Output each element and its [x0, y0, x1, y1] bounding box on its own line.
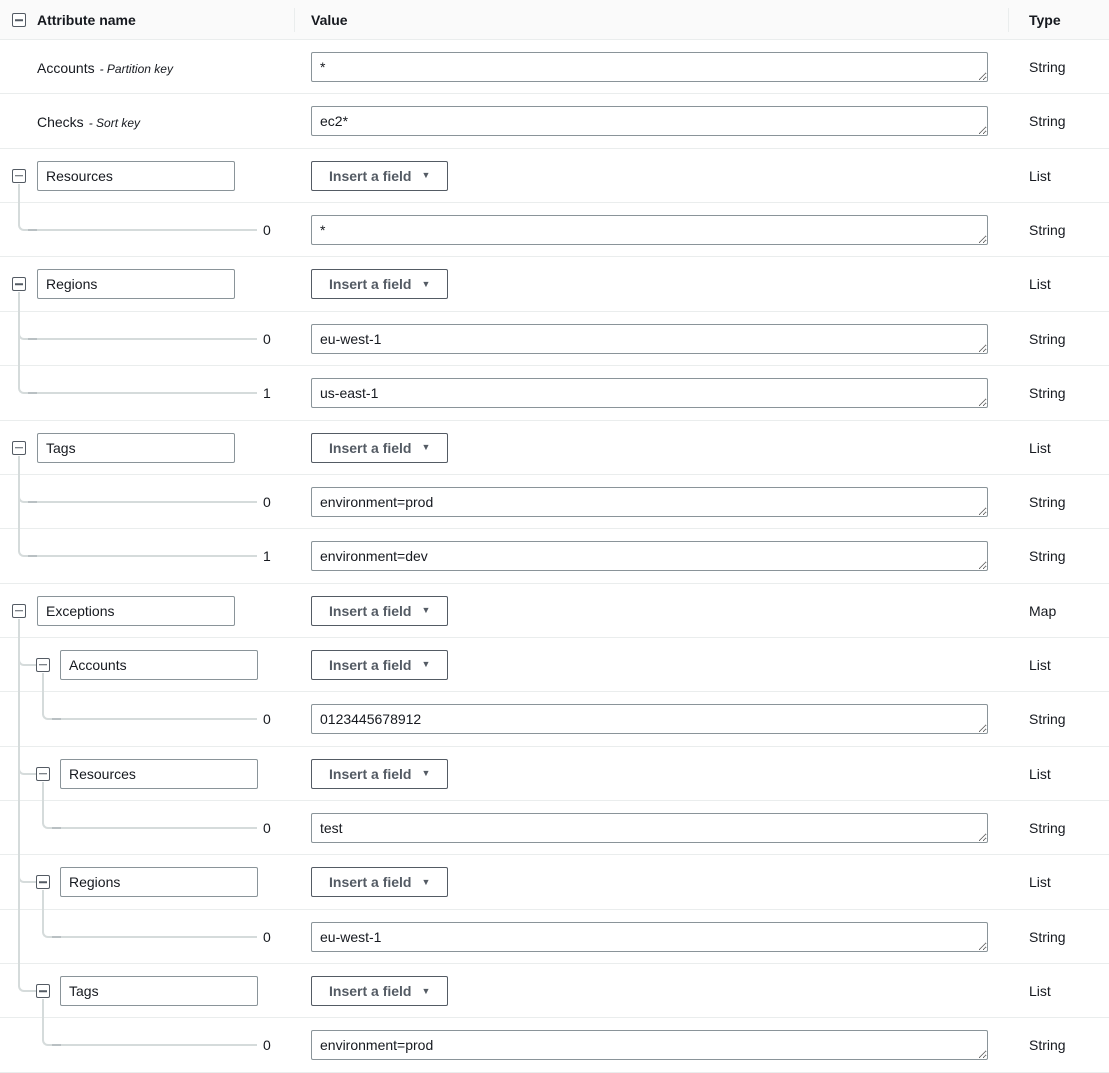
tree-line	[18, 964, 36, 992]
tree-line	[42, 890, 44, 909]
type-label: String	[1029, 330, 1066, 347]
type-label: String	[1029, 222, 1066, 239]
type-header: Type	[1029, 12, 1061, 28]
insert-field-label: Insert a field	[329, 765, 412, 782]
attribute-parent-row	[0, 638, 1109, 692]
attribute-name-label	[37, 58, 173, 79]
attribute-index-row	[0, 475, 1109, 529]
attribute-index-row	[0, 529, 1109, 583]
caret-down-icon: ▼	[421, 278, 431, 289]
value-textarea[interactable]	[311, 52, 988, 82]
attribute-index-row	[0, 801, 1109, 855]
collapse-all-icon[interactable]	[12, 13, 26, 27]
tree-line	[42, 801, 257, 829]
attribute-index-row	[0, 1018, 1109, 1072]
insert-field-button[interactable]	[311, 650, 448, 680]
attribute-name-input[interactable]	[37, 269, 235, 299]
tree-line	[18, 638, 20, 692]
type-label: String	[1029, 113, 1066, 130]
attribute-name-input[interactable]	[60, 976, 258, 1006]
insert-field-label: Insert a field	[329, 439, 412, 456]
caret-down-icon: ▼	[421, 768, 431, 779]
attribute-name-input[interactable]	[37, 596, 235, 626]
insert-field-label: Insert a field	[329, 874, 412, 891]
value-textarea[interactable]	[311, 487, 988, 517]
collapse-icon[interactable]	[12, 604, 26, 618]
key-name: Accounts	[37, 60, 95, 76]
insert-field-label: Insert a field	[329, 276, 412, 293]
key-name: Checks	[37, 114, 84, 131]
tree-line	[18, 312, 257, 340]
tree-line	[28, 501, 37, 503]
index-label: 0	[263, 711, 271, 728]
attribute-name-label	[37, 112, 140, 133]
tree-line	[28, 392, 37, 394]
tree-line	[18, 456, 20, 475]
caret-down-icon: ▼	[421, 442, 431, 453]
value-textarea[interactable]	[311, 324, 988, 354]
type-label: String	[1029, 385, 1066, 402]
index-label: 1	[263, 385, 271, 402]
tree-line	[18, 692, 20, 746]
tree-line	[42, 692, 257, 720]
attribute-name-input[interactable]	[60, 650, 258, 680]
collapse-icon[interactable]	[36, 767, 50, 781]
key-type-label: - Partition key	[99, 62, 173, 76]
type-label: List	[1029, 167, 1051, 184]
tree-line	[52, 718, 61, 720]
attribute-parent-row	[0, 149, 1109, 203]
column-divider	[1008, 8, 1009, 32]
attribute-key-row	[0, 40, 1109, 94]
insert-field-label: Insert a field	[329, 983, 412, 1000]
type-label: String	[1029, 820, 1066, 837]
insert-field-button[interactable]	[311, 759, 448, 789]
caret-down-icon: ▼	[421, 605, 431, 616]
value-textarea[interactable]	[311, 106, 988, 136]
insert-field-button[interactable]	[311, 433, 448, 463]
caret-down-icon: ▼	[421, 659, 431, 670]
column-divider	[294, 8, 295, 32]
attribute-index-row	[0, 203, 1109, 257]
insert-field-label: Insert a field	[329, 656, 412, 673]
attribute-index-row	[0, 366, 1109, 420]
tree-line	[18, 910, 20, 964]
type-label: List	[1029, 874, 1051, 891]
collapse-icon[interactable]	[12, 169, 26, 183]
attribute-index-row	[0, 312, 1109, 366]
type-label: List	[1029, 276, 1051, 293]
collapse-icon[interactable]	[36, 658, 50, 672]
insert-field-button[interactable]	[311, 596, 448, 626]
value-textarea[interactable]	[311, 378, 988, 408]
attribute-name-header: Attribute name	[37, 12, 136, 28]
attribute-index-row	[0, 692, 1109, 746]
index-label: 0	[263, 928, 271, 945]
tree-line	[18, 203, 257, 231]
collapse-icon[interactable]	[36, 875, 50, 889]
type-label: String	[1029, 1037, 1066, 1054]
tree-line	[18, 366, 257, 394]
attribute-key-row	[0, 94, 1109, 148]
type-label: String	[1029, 59, 1066, 75]
value-textarea[interactable]	[311, 215, 988, 245]
caret-down-icon: ▼	[421, 170, 431, 181]
attribute-parent-row	[0, 747, 1109, 801]
attribute-name-input[interactable]	[37, 433, 235, 463]
value-textarea[interactable]	[311, 1030, 988, 1060]
value-header: Value	[311, 12, 348, 28]
type-label: List	[1029, 439, 1051, 456]
insert-field-label: Insert a field	[329, 167, 412, 184]
value-textarea[interactable]	[311, 541, 988, 571]
insert-field-label: Insert a field	[329, 602, 412, 619]
tree-line	[42, 1018, 257, 1046]
tree-line	[18, 619, 20, 638]
type-label: String	[1029, 711, 1066, 728]
tree-line	[18, 475, 20, 529]
tree-line	[52, 1044, 61, 1046]
tree-line	[52, 936, 61, 938]
tree-line	[18, 529, 257, 557]
tree-line	[28, 229, 37, 231]
caret-down-icon: ▼	[421, 876, 431, 887]
attribute-name-input[interactable]	[60, 759, 258, 789]
tree-line	[42, 999, 44, 1018]
insert-field-button[interactable]	[311, 976, 448, 1006]
attribute-parent-row	[0, 964, 1109, 1018]
index-label: 0	[263, 330, 271, 347]
collapse-icon[interactable]	[36, 984, 50, 998]
insert-field-button[interactable]	[311, 867, 448, 897]
attribute-parent-row	[0, 257, 1109, 311]
tree-line	[42, 673, 44, 692]
tree-line	[42, 910, 257, 938]
type-label: List	[1029, 983, 1051, 1000]
tree-line	[18, 292, 20, 311]
tree-line	[18, 855, 20, 909]
collapse-icon[interactable]	[12, 277, 26, 291]
tree-line	[18, 184, 20, 203]
tree-line	[18, 747, 36, 775]
insert-field-button[interactable]	[311, 269, 448, 299]
type-label: Map	[1029, 602, 1057, 619]
tree-line	[18, 638, 36, 666]
type-label: String	[1029, 493, 1066, 510]
collapse-icon[interactable]	[12, 441, 26, 455]
attribute-index-row	[0, 910, 1109, 964]
tree-line	[28, 338, 37, 340]
caret-down-icon: ▼	[421, 985, 431, 996]
value-textarea[interactable]	[311, 704, 988, 734]
tree-line	[18, 312, 20, 366]
tree-line	[52, 827, 61, 829]
tree-line	[18, 475, 257, 503]
tree-line	[18, 801, 20, 855]
tree-line	[18, 747, 20, 801]
attribute-name-input[interactable]	[60, 867, 258, 897]
insert-field-button[interactable]	[311, 161, 448, 191]
index-label: 0	[263, 820, 271, 837]
type-label: String	[1029, 928, 1066, 945]
key-type-label: - Sort key	[88, 116, 141, 131]
type-label: String	[1029, 548, 1066, 565]
tree-line	[42, 782, 44, 801]
index-label: 0	[263, 1037, 271, 1054]
value-textarea[interactable]	[311, 922, 988, 952]
attribute-parent-row	[0, 855, 1109, 909]
index-label: 0	[263, 222, 271, 239]
type-label: List	[1029, 656, 1051, 673]
attribute-name-input[interactable]	[37, 161, 235, 191]
attribute-parent-row	[0, 421, 1109, 475]
attributes-table-header	[0, 0, 1109, 40]
type-label: List	[1029, 765, 1051, 782]
index-label: 1	[263, 548, 271, 565]
tree-line	[28, 555, 37, 557]
attribute-parent-row	[0, 584, 1109, 638]
tree-line	[18, 855, 36, 883]
index-label: 0	[263, 493, 271, 510]
value-textarea[interactable]	[311, 813, 988, 843]
